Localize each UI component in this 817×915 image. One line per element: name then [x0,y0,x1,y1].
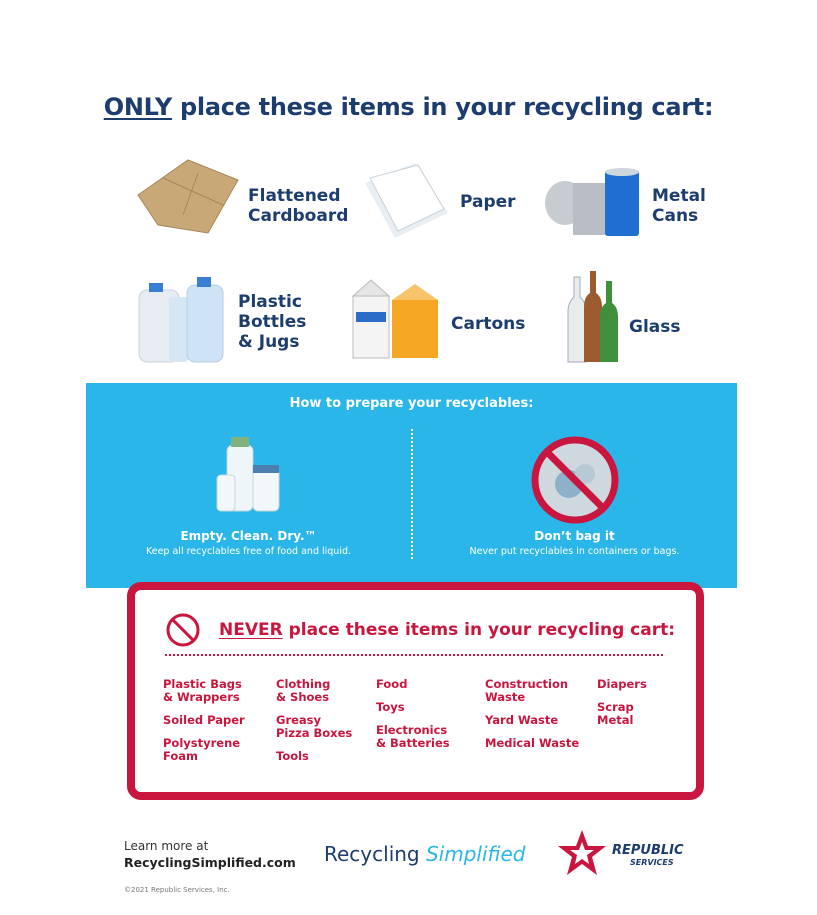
logo-word-a: Recycling [324,842,426,866]
republic-star-icon [554,828,610,878]
clean-jars-icon [213,435,283,515]
never-column-2 [276,678,352,773]
no-bags-icon [529,434,621,526]
never-item: Polystyrene Foam [163,736,241,763]
never-item: Yard Waste [485,713,559,727]
never-item: Medical Waste [485,736,580,750]
title-emphasis: ONLY [103,93,172,121]
item-label-metal-cans: Metal Cans [652,186,706,226]
item-label-glass: Glass [629,317,681,337]
company-sub: SERVICES [630,858,674,867]
never-item: Soiled Paper [163,713,245,727]
learn-more-text: Learn more at [124,839,209,853]
never-item: Tools [276,749,309,763]
never-column-3 [376,678,450,760]
never-title [219,620,675,640]
republic-services-logo [612,845,684,869]
never-item: Plastic Bags & Wrappers [163,677,242,704]
never-item: Construction Waste [485,677,569,704]
cartons-icon [350,278,442,366]
never-item: Toys [376,700,405,714]
item-label-plastic-bottles: Plastic Bottles & Jugs [238,292,307,352]
item-label-cardboard: Flattened Cardboard [248,186,349,226]
item-label-paper: Paper [460,192,516,212]
never-emphasis: NEVER [219,620,283,640]
glass-icon [562,267,624,365]
never-column-5 [597,678,647,737]
never-item: Diapers [597,677,647,691]
copyright: ©2021 Republic Services, Inc. [124,886,230,894]
tip2-title: Don’t bag it [534,529,615,543]
never-item: Scrap Metal [597,700,634,727]
page-title [0,93,817,121]
never-title-rest: place these items in your recycling cart: [282,620,676,640]
never-item: Food [376,677,408,691]
never-item: Electronics & Batteries [376,723,450,750]
website-link[interactable]: RecyclingSimplified.com [124,855,296,870]
item-label-cartons: Cartons [451,314,526,334]
cardboard-icon [128,155,243,237]
never-panel [127,582,704,800]
tip1-title: Empty. Clean. Dry.™ [180,529,317,543]
prohibited-icon [165,612,201,648]
never-divider [165,654,663,656]
never-column-1 [163,678,245,773]
plastic-bottles-icon [137,275,227,365]
tip1-sub: Keep all recyclables free of food and liquid. [145,546,352,557]
prepare-heading: How to prepare your recyclables: [289,396,534,411]
never-column-4 [485,678,579,760]
title-rest: place these items in your recycling cart: [171,93,714,121]
recycling-simplified-logo [324,842,525,866]
prepare-panel [86,383,737,588]
logo-word-b: Simplified [425,842,526,866]
never-item: Clothing & Shoes [276,677,331,704]
never-item: Greasy Pizza Boxes [276,713,353,740]
metal-cans-icon [543,165,643,240]
paper-icon [360,163,450,241]
company-name: REPUBLIC [612,843,684,858]
tip2-sub: Never put recyclables in containers or bags. [469,546,680,557]
